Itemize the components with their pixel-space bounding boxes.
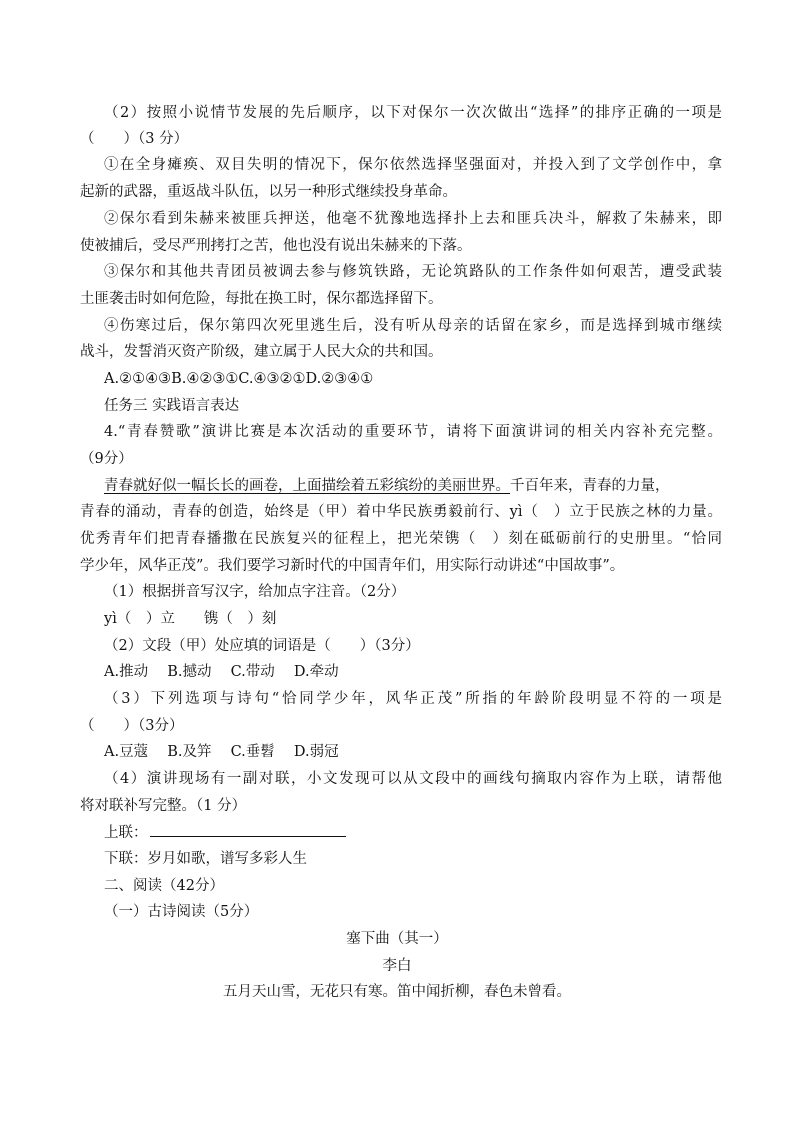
poem-author: 李白 [382,958,412,974]
q4-sub3-options: A.豆蔻 B.及笄 C.垂髫 D.弱冠 [104,744,339,760]
couplet-upper-label: 上联： [104,825,148,841]
q2-option1-line2: 起新的武器，重返战斗队伍，以另一种形式继续投身革命。 [80,184,457,200]
q2-stem-line2: （ ）（3 分） [80,131,189,147]
q4-sub4-line2: 将对联补写完整。（1 分） [80,798,247,814]
q4-stem-line1: 4.“青春赞歌”演讲比赛是本次活动的重要环节，请将下面演讲词的相关内容补充完整。 [104,424,722,440]
poem-title: 塞下曲（其一） [346,931,448,947]
q4-passage-line3: 优秀青年们把青春播撒在民族复兴的征程上，把光荣镌（ ）刻在砥砺前行的史册里。“恰同 [80,531,722,547]
q2-option2-line2: 使被捕后，受尽严刑拷打之苦，他也没有说出朱赫来的下落。 [80,238,472,254]
poem-line1: 五月天山雪，无花只有寒。笛中闻折柳，春色未曾看。 [223,984,571,1000]
q4-passage-line2: 青春的涌动，青春的创造，始终是（甲）着中华民族勇毅前行、yì（ ）立于民族之林的力量。 [80,504,722,520]
q2-option1-line1: ①在全身瘫痪、双目失明的情况下，保尔依然选择坚强面对，并投入到了文学创作中，拿 [104,157,722,173]
q4-passage-line1 [104,476,670,496]
q2-choices: A.②①④③B.④②③①C.④③②①D.②③④① [104,371,374,387]
couplet-upper-blank [150,822,346,837]
underlined-sentence: 青春就好似一幅长长的画卷，上面描绘着五彩缤纷的美丽世界。 [104,478,510,494]
q4-passage-line4: 学少年，风华正茂”。我们要学习新时代的中国青年们，用实际行动讲述“中国故事”。 [80,558,625,574]
q4-sub1-answer: yì（ ）立 镌（ ）刻 [104,611,277,627]
q4-sub1: （1）根据拼音写汉字，给加点字注音。（2分） [104,584,406,600]
q2-option4-line2: 战斗，发誓消灭资产阶级，建立属于人民大众的共和国。 [80,344,443,360]
q2-option3-line2: 土匪袭击时如何危险，每批在换工时，保尔都选择留下。 [80,291,443,307]
couplet-lower: 下联：岁月如歌，谱写多彩人生 [104,851,307,867]
q2-option3-line1: ③保尔和其他共青团员被调去参与修筑铁路，无论筑路队的工作条件如何艰苦，遭受武装 [104,264,722,280]
q4-sub2: （2）文段（甲）处应填的词语是（ ）（3分） [104,638,420,654]
q4-stem-line2: （9分） [80,451,133,467]
section2-sub-heading: （一）古诗阅读（5分） [104,904,259,920]
passage-line1-rest: 千百年来，青春的力量， [510,478,670,494]
q2-option2-line1: ②保尔看到朱赫来被匪兵押送，他毫不犹豫地选择扑上去和匪兵决斗，解救了朱赫来，即 [104,211,722,227]
section2-heading: 二、阅读（42分） [104,878,224,894]
q4-sub4-line1: （4）演讲现场有一副对联，小文发现可以从文段中的画线句摘取内容作为上联，请帮他 [104,771,722,787]
q2-option4-line1: ④伤寒过后，保尔第四次死里逃生后，没有听从母亲的话留在家乡，而是选择到城市继续 [104,318,722,334]
q4-sub2-options: A.推动 B.撼动 C.带动 D.牵动 [104,664,339,680]
q2-stem-line1: （2）按照小说情节发展的先后顺序，以下对保尔一次次做出“选择”的排序正确的一项是 [104,105,722,121]
q4-sub3-line2: （ ）（3分） [80,718,184,734]
q4-sub3-line1: （3）下列选项与诗句“恰同学少年，风华正茂”所指的年龄阶段明显不符的一项是 [104,691,722,707]
task3-heading: 任务三 实践语言表达 [104,398,240,414]
couplet-upper [104,822,346,843]
